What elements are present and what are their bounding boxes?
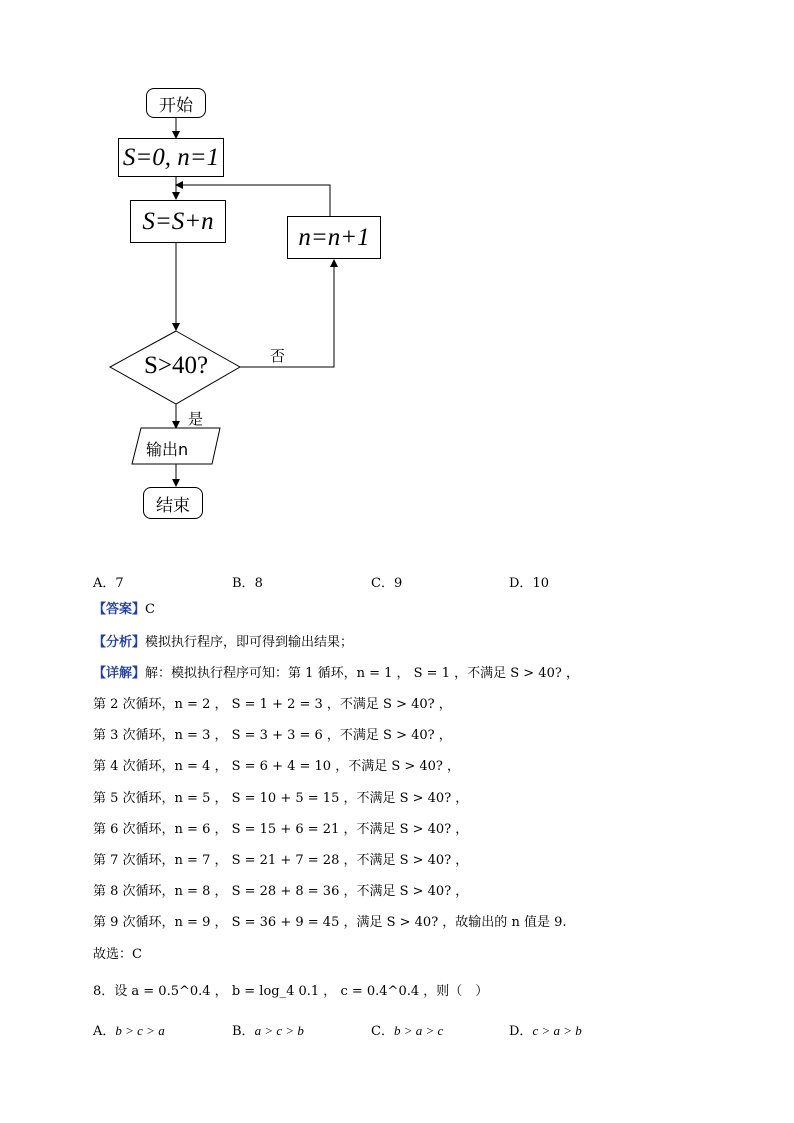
option-letter: D． (509, 576, 533, 591)
detail-step-1: 第 1 循环，n = 1 ， S = 1 ，不满足 S > 40? ， (288, 666, 579, 681)
init-node (118, 138, 224, 177)
increment-label: n=n+1 (298, 223, 370, 251)
analysis-line (93, 636, 353, 649)
analysis-tag: 【分析】 (93, 635, 146, 650)
q7-option-a (93, 572, 124, 591)
detail-tag: 【详解】 (93, 666, 146, 681)
init-label: S=0, n=1 (122, 143, 220, 171)
question-8-stem: 8．设 a = 0.5^0.4 ， b = log_4 0.1 ， c = 0.4^0.4 ，则（ ） (93, 984, 489, 999)
detail-step-8: 第 8 次循环，n = 8 ， S = 28 + 8 = 36 ，不满足 S > 40? ， (93, 884, 469, 899)
detail-step-2: 第 2 次循环，n = 2 ， S = 1 + 2 = 3 ，不满足 S > 40? ， (93, 697, 452, 712)
q7-option-d (509, 572, 549, 591)
accumulate-label: S=S+n (142, 207, 214, 235)
yes-branch-label: 是 (188, 410, 204, 428)
option-letter: A． (93, 1024, 116, 1039)
option-value: b > c > a (115, 1023, 165, 1038)
q8-option-d (509, 1020, 582, 1039)
condition-label: S>40? (143, 352, 209, 379)
no-branch-label: 否 (270, 347, 286, 365)
detail-step-3: 第 3 次循环，n = 3 ， S = 3 + 3 = 6 ，不满足 S > 40? ， (93, 728, 452, 743)
option-value: 8 (254, 576, 263, 591)
detail-step-5: 第 5 次循环，n = 5 ， S = 10 + 5 = 15 ，不满足 S > 40? ， (93, 791, 469, 806)
analysis-text: 模拟执行程序，即可得到输出结果； (145, 635, 354, 650)
option-letter: B． (232, 1024, 255, 1039)
conclusion-line: 故选：C (93, 947, 142, 962)
detail-step-7: 第 7 次循环，n = 7 ， S = 21 + 7 = 28 ，不满足 S > 40? ， (93, 853, 469, 868)
option-value: a > c > b (254, 1023, 304, 1038)
flowchart (0, 0, 794, 560)
detail-intro: 解：模拟执行程序可知： (145, 666, 289, 681)
accumulate-node (130, 200, 226, 243)
detail-step-6: 第 6 次循环，n = 6 ， S = 15 + 6 = 21 ，不满足 S > 40? ， (93, 822, 469, 837)
option-letter: D． (509, 1024, 533, 1039)
detail-step-4: 第 4 次循环，n = 4 ， S = 6 + 4 = 10 ，不满足 S > 40? ， (93, 759, 461, 774)
option-letter: C． (371, 1024, 394, 1039)
option-value: 10 (532, 576, 549, 591)
end-label: 结束 (156, 495, 190, 516)
answer-line (93, 603, 155, 616)
detail-step-9: 第 9 次循环，n = 9 ， S = 36 + 9 = 45 ，满足 S > 40? ，故输出的 n 值是 9. (93, 915, 567, 930)
arrow-no-branch (240, 260, 334, 367)
q8-option-c (371, 1020, 443, 1039)
option-letter: A． (93, 576, 116, 591)
q7-option-b (232, 572, 263, 591)
end-node (143, 487, 203, 519)
option-value: 9 (393, 576, 403, 591)
option-value: 7 (115, 576, 124, 591)
option-letter: B． (232, 576, 255, 591)
answer-text: C (145, 602, 155, 617)
q8-option-b (232, 1020, 304, 1039)
option-value: b > a > c (393, 1023, 444, 1038)
increment-node (287, 216, 381, 259)
q7-option-c (371, 572, 402, 591)
flowchart-connectors (0, 0, 794, 560)
detail-first-line (93, 667, 579, 680)
output-label: 输出n (146, 440, 189, 459)
answer-tag: 【答案】 (93, 602, 146, 617)
option-value: c > a > b (532, 1023, 582, 1038)
start-node (146, 88, 206, 118)
start-label: 开始 (159, 95, 193, 116)
option-letter: C． (371, 576, 394, 591)
q8-option-a (93, 1020, 165, 1039)
